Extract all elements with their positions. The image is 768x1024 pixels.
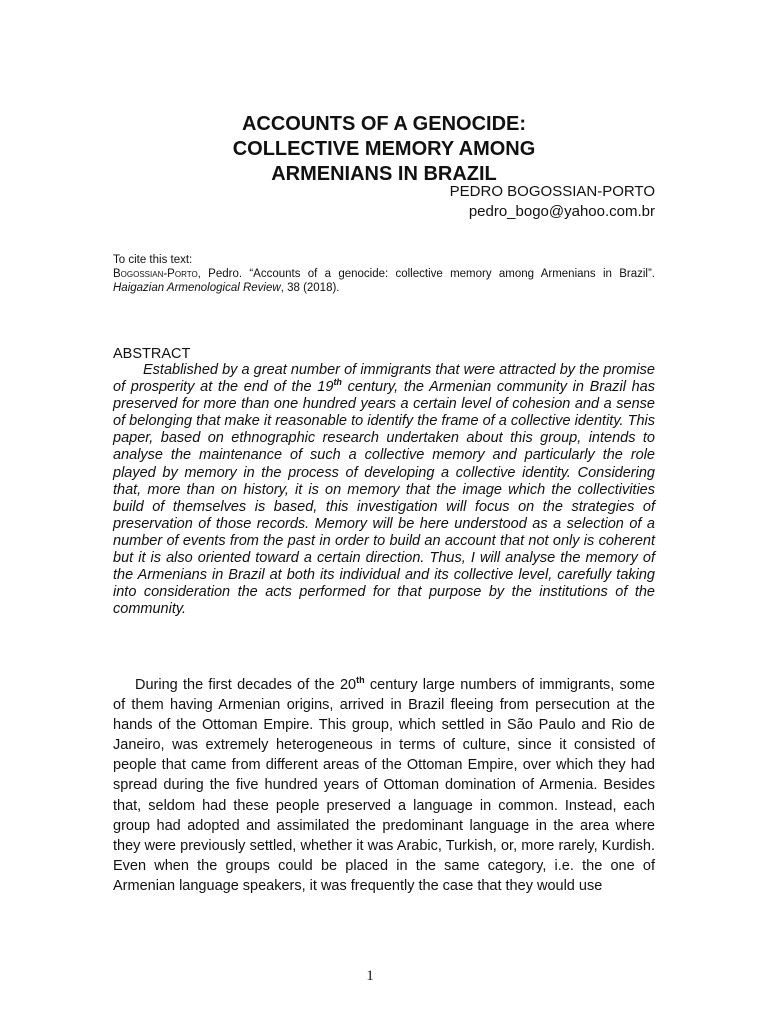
citation-text bbox=[113, 267, 655, 295]
citation-block bbox=[113, 253, 655, 295]
abstract-text-part-2: century, the Armenian community in Brazil has preserved for more than one hundred years a certain level of cohesion and a sense of belonging that make it reasonable to identify the frame of a collective identity. This paper, based on ethnographic research undertaken about this group, intends to analyse the maintenance of such a collective memory and particularly the role played by memory in the process of developing a collective identity. Considering that, more than on history, it is on memory that the image which the collectivities build of themselves is based, this investigation will focus on the strategies of preservation of those records. Memory will be here understood as a selection of a number of events from the past in order to build an account that not only is coherent but it is also oriented toward a certain direction. Thus, I will analyse the memory of the Armenians in Brazil at both its individual and its collective level, carefully taking into consideration the acts performed for that purpose by the institutions of the community. bbox=[113, 379, 655, 618]
page-number: 1 bbox=[366, 968, 374, 984]
citation-text-after: , 38 (2018). bbox=[280, 282, 340, 294]
abstract-heading: ABSTRACT bbox=[113, 346, 191, 362]
author-block bbox=[360, 182, 655, 222]
title-line-1: ACCOUNTS OF A GENOCIDE: bbox=[241, 113, 527, 135]
abstract-text bbox=[113, 362, 655, 618]
title-line-3: ARMENIANS IN BRAZIL bbox=[271, 163, 497, 185]
author-name: PEDRO BOGOSSIAN-PORTO bbox=[449, 183, 655, 200]
body-text-part-2: century large numbers of immigrants, some of them having Armenian origins, arrived in Brazil fleeing from persecution at the hands of the Ottoman Empire. This group, which settled in São Paulo and Rio de Janeiro, was extremely heterogeneous in terms of culture, since it consisted of people that came from different areas of the Ottoman Empire, over which they had spread during the five hundred years of Ottoman domination of Armenia. Besides that, seldom had these people preserved a language in common. Instead, each group had adopted and assimilated the predominant language in the area where they were previously settled, whether it was Arabic, Turkish, or, more rarely, Kurdish. Even when the groups could be placed in the same category, i.e. the one of Armenian language speakers, it was frequently the case that they would use bbox=[113, 677, 655, 894]
body-paragraph bbox=[113, 675, 655, 896]
citation-heading: To cite this text: bbox=[113, 254, 193, 266]
citation-journal: Haigazian Armenological Review bbox=[113, 282, 281, 294]
abstract-text-part-1: Established by a great number of immigrants that were attracted by the promise of prosperity at the end of the 19 bbox=[113, 362, 655, 396]
body-superscript: th bbox=[356, 675, 365, 686]
paper-title bbox=[113, 112, 655, 187]
author-email: pedro_bogo@yahoo.com.br bbox=[468, 203, 655, 220]
citation-text-before: , Pedro. “Accounts of a genocide: collective memory among Armenians in Brazil”. bbox=[197, 268, 655, 280]
body-text-part-1: During the first decades of the 20 bbox=[135, 677, 357, 693]
abstract-superscript: th bbox=[333, 377, 342, 388]
citation-author: Bogossian-Porto bbox=[113, 268, 198, 280]
title-line-2: COLLECTIVE MEMORY AMONG bbox=[232, 138, 536, 160]
